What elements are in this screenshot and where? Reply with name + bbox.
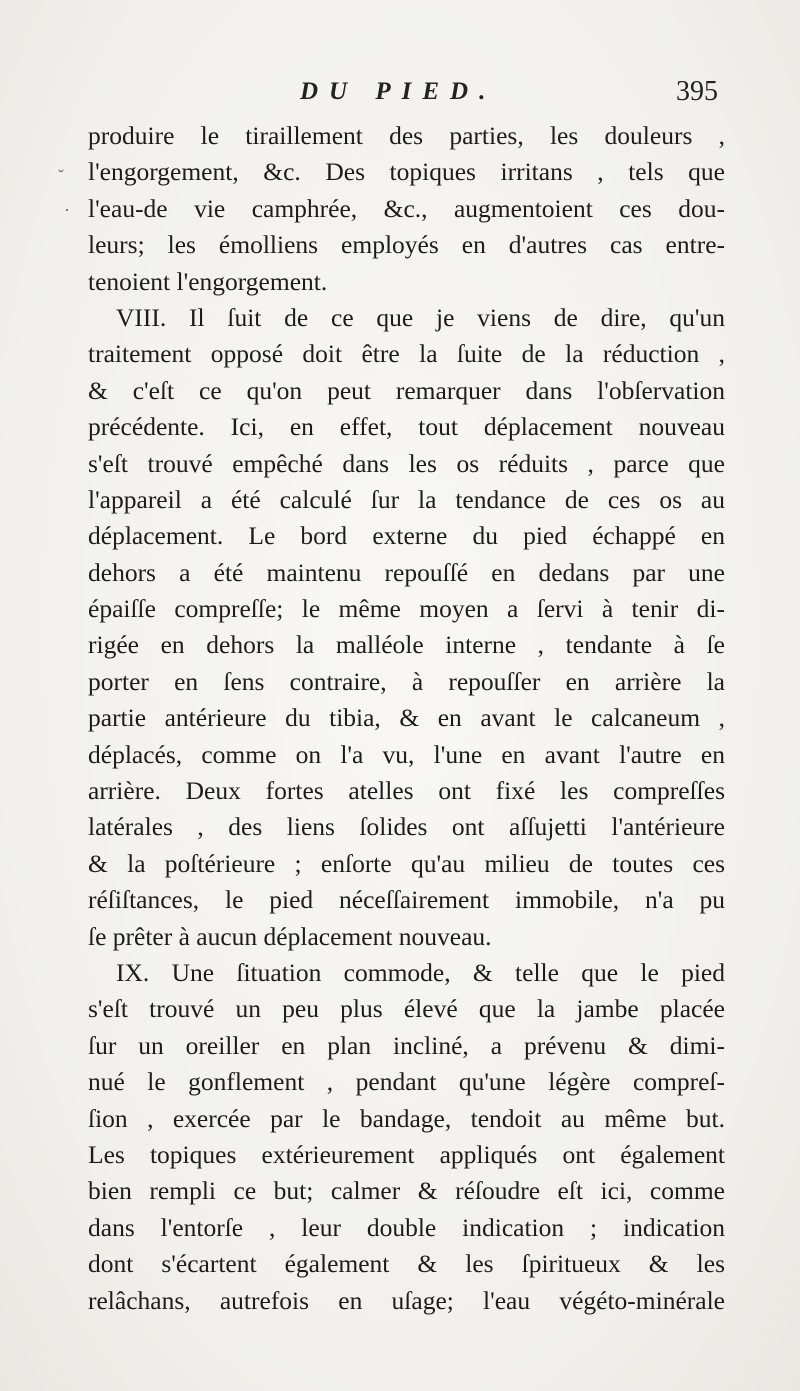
text-line: bien rempli ce but; calmer & réſoudre eſt ici, comme bbox=[88, 1176, 725, 1206]
body-text bbox=[88, 118, 725, 1319]
text-line: l'eau-de vie camphrée, &c., augmentoient ces dou- bbox=[88, 193, 725, 223]
text-line: dehors a été maintenu repouſſé en dedans par une bbox=[88, 557, 725, 587]
text-line: latérales , des liens ſolides ont aſſujetti l'antérieure bbox=[88, 812, 725, 842]
text-line: dans l'entorſe , leur double indication ; indication bbox=[88, 1212, 725, 1242]
text-line: traitement opposé doit être la ſuite de la réduction , bbox=[88, 339, 725, 369]
text-line: s'eſt trouvé empêché dans les os réduits , parce que bbox=[88, 448, 725, 478]
text-line: ſion , exercée par le bandage, tendoit au même but. bbox=[88, 1103, 725, 1133]
text-line: s'eſt trouvé un peu plus élevé que la jambe placée bbox=[88, 994, 725, 1024]
margin-ink-mark: · bbox=[64, 200, 70, 220]
text-line: réſiſtances, le pied néceſſairement immobile, n'a pu bbox=[88, 885, 725, 915]
text-line: porter en ſens contraire, à repouſſer en arrière la bbox=[88, 666, 725, 696]
margin-ink-mark: ˘ bbox=[58, 166, 64, 186]
text-line: ſe prêter à aucun déplacement nouveau. bbox=[88, 921, 492, 951]
text-line: leurs; les émolliens employés en d'autres cas entre- bbox=[88, 230, 725, 260]
text-line: l'appareil a été calculé ſur la tendance de ces os au bbox=[88, 484, 725, 514]
text-line: nué le gonflement , pendant qu'une légère compreſ- bbox=[88, 1067, 725, 1097]
text-line: précédente. Ici, en effet, tout déplacement nouveau bbox=[88, 412, 725, 442]
page-number: 395 bbox=[676, 76, 718, 107]
text-line: déplacés, comme on l'a vu, l'une en avant l'autre en bbox=[88, 739, 725, 769]
text-line: ſur un oreiller en plan incliné, a prévenu & dimi- bbox=[88, 1030, 725, 1060]
text-line: & c'eſt ce qu'on peut remarquer dans l'obſervation bbox=[88, 375, 725, 405]
text-line: relâchans, autrefois en uſage; l'eau végéto-minérale bbox=[88, 1285, 725, 1315]
section-start-line: VIII. Il ſuit de ce que je viens de dire, qu'un bbox=[116, 302, 725, 332]
text-line: produire le tiraillement des parties, les douleurs , bbox=[88, 121, 725, 150]
text-line: Les topiques extérieurement appliqués ont également bbox=[88, 1139, 725, 1169]
text-line: tenoient l'engorgement. bbox=[88, 266, 328, 296]
text-line: dont s'écartent également & les ſpiritueux & les bbox=[88, 1249, 725, 1279]
text-line: déplacement. Le bord externe du pied échappé en bbox=[88, 521, 725, 551]
text-line: rigée en dehors la malléole interne , tendante à ſe bbox=[88, 630, 725, 660]
text-line: épaiſſe compreſſe; le même moyen a ſervi à tenir di- bbox=[88, 594, 725, 624]
text-line: & la poſtérieure ; enſorte qu'au milieu de toutes ces bbox=[88, 848, 725, 878]
section-start-line: IX. Une ſituation commode, & telle que le pied bbox=[116, 957, 725, 987]
running-head: DU PIED. bbox=[300, 78, 497, 105]
text-line: arrière. Deux fortes atelles ont fixé les compreſſes bbox=[88, 776, 725, 806]
text-line: partie antérieure du tibia, & en avant le calcaneum , bbox=[88, 703, 725, 733]
text-line: l'engorgement, &c. Des topiques irritans , tels que bbox=[88, 157, 725, 187]
